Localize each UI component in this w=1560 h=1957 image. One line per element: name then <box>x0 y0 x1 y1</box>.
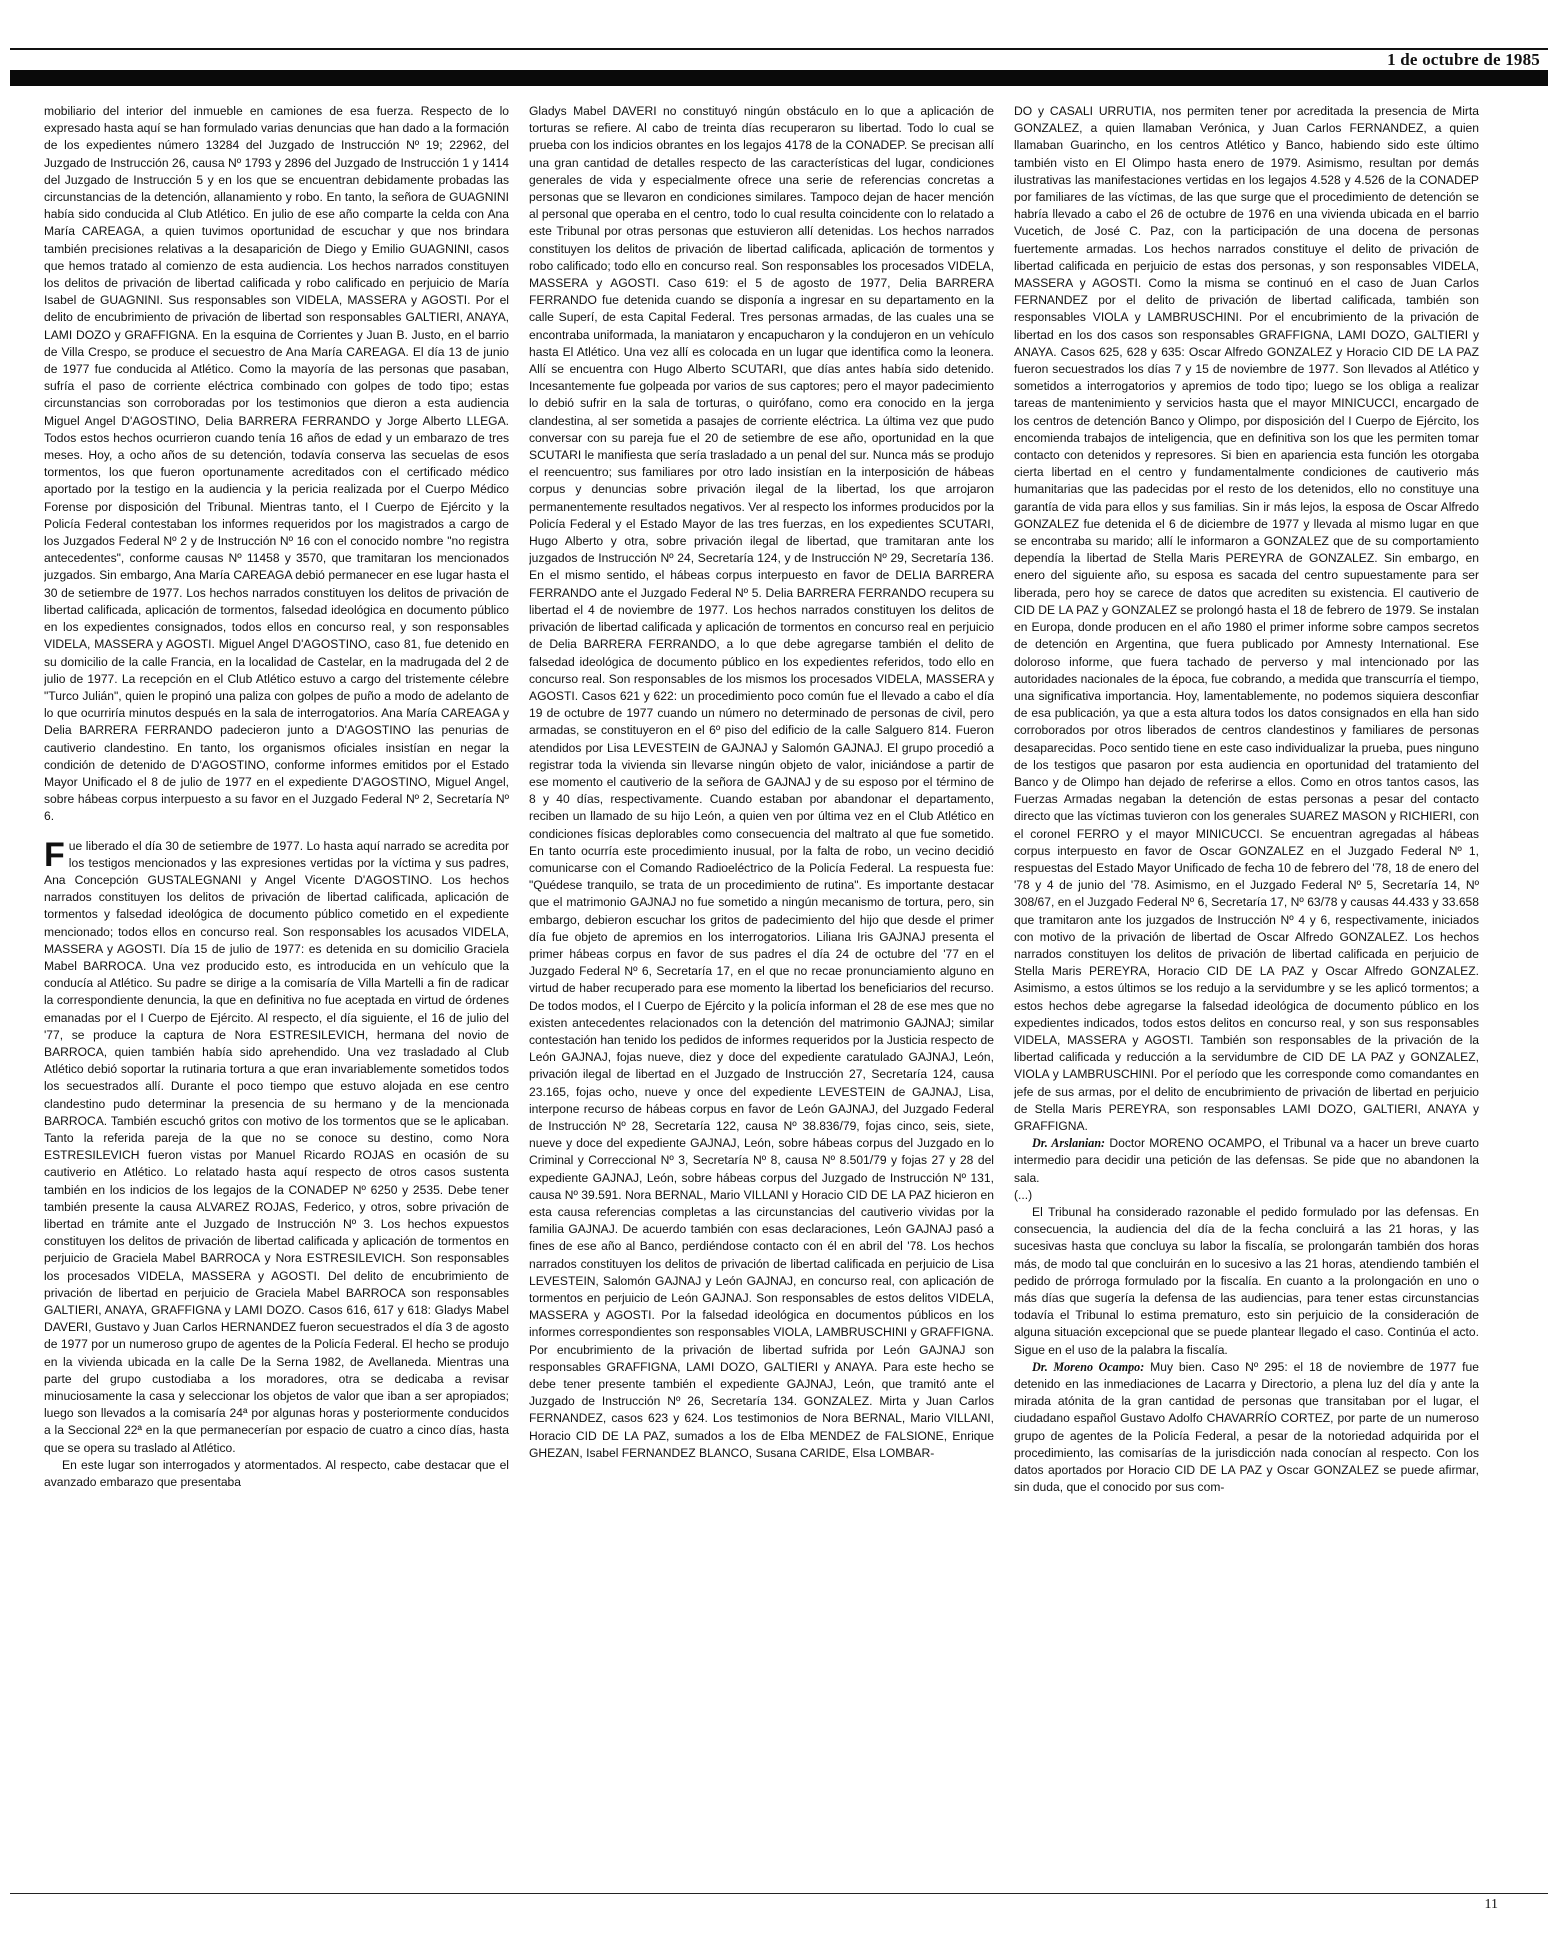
header-black-band <box>10 70 1548 86</box>
column-3-paragraph-4 <box>1014 1359 1479 1497</box>
column-2-paragraph-1: Gladys Mabel DAVERI no constituyó ningún obstáculo en lo que a aplicación de torturas se refiere. Al cabo de treinta días recuperaron su libertad. Todo lo cual se prueba con los indicios obrantes en los legajos 4178 de la CONADEP. Se precisan allí una gran cantidad de detalles respecto de las características del lugar, condiciones generales de vida y especialmente ofrece una serie de referencias concretas a personas que se llevaron en condiciones similares. Tampoco dejan de hacer mención al personal que operaba en el centro, todo lo cual resulta coincidente con lo relatado a este Tribunal por otras personas que estuvieron allí detenidas. Los hechos narrados constituyen los delitos de privación de libertad calificada, aplicación de tormentos y robo calificado; todo ello en concurso real. Son responsables los procesados VIDELA, MASSERA y AGOSTI. Caso 619: el 5 de agosto de 1977, Delia BARRERA FERRANDO fue detenida cuando se disponía a ingresar en su departamento en la calle Superí, de esta Capital Federal. Tres personas armadas, de las cuales una se encontraba uniformada, la maniataron y encapucharon y la condujeron en un vehículo hasta El Atlético. Una vez allí es colocada en un lugar que identifica como la leonera. Allí se encuentra con Hugo Alberto SCUTARI, que días antes había sido detenido. Incesantemente fue golpeada por varios de sus captores; pero el mayor padecimiento lo debió sufrir en la sala de torturas, o quirófano, como era conocido en la jerga clandestina, al ser sometida a pasajes de corriente eléctrica. La última vez que pudo conversar con su pareja fue el 20 de setiembre de ese año, oportunidad en la que SCUTARI le manifiesta que sería trasladado a un penal del sur. Nunca más se produjo el reencuentro; sus familiares por otro lado insistían en la interposición de hábeas corpus y denuncias sobre privación ilegal de la libertad, los que arrojaron permanentemente resultados negativos. Ver al respecto los informes producidos por la Policía Federal y el Estado Mayor de las tres fuerzas, en los expedientes SCUTARI, Hugo Alberto y otra, sobre privación ilegal de libertad, que tramitaran ante los juzgados de Instrucción Nº 24, Secretaría 124, y de Instrucción Nº 29, Secretaría 136. En el mismo sentido, el hábeas corpus interpuesto en favor de DELIA BARRERA FERRANDO ante el Juzgado Federal Nº 5. Delia BARRERA FERRANDO recupera su libertad el 4 de noviembre de 1977. Los hechos narrados constituyen los delitos de privación de libertad calificada y aplicación de tormentos en concurso real en perjuicio de Delia BARRERA FERRANDO, a lo que debe agregarse también el delito de falsedad ideológica de documento público en los expedientes referidos, todo ello en concurso real. Son responsables de los mismos los procesados VIDELA, MASSERA y AGOSTI. Casos 621 y 622: un procedimiento poco común fue el llevado a cabo el día 19 de octubre de 1977 cuando un número no determinado de personas de civil, pero armadas, se constituyeron en el 6º piso del edificio de la calle Salguero 814. Fueron atendidos por Lisa LEVESTEIN de GAJNAJ y Salomón GAJNAJ. El grupo procedió a registrar toda la vivienda sin llevarse ningún objeto de valor, iniciándose a partir de ese momento el cautiverio de la señora de GAJNAJ y de su esposo por el término de 8 y 40 días, respectivamente. Cuando estaban por abandonar el departamento, reciben un llamado de su hijo León, a quien ven por última vez en el Club Atlético en condiciones físicas deplorables como consecuencia del maltrato al que fue sometido. En tanto ocurría este procedimiento inusual, por la falta de robo, un vecino decidió comunicarse con el Comando Radioeléctrico de la Policía Federal. La respuesta fue: "Quédese tranquilo, se trata de un procedimiento de rutina". Es importante destacar que el matrimonio GAJNAJ no fue sometido a ningún mecanismo de tortura, pero, sin embargo, debieron escuchar los gritos de padecimiento del hijo que desde el primer día fue objeto de apremios en los interrogatorios. Liliana Iris GAJNAJ presenta el primer hábeas corpus en favor de sus padres el día 24 de octubre del '77 en el Juzgado Federal Nº 6, Secretaría 17, en el que no recae pronunciamiento alguno en virtud de haber recuperado para ese momento la libertad los beneficiarios del recurso. De todos modos, el I Cuerpo de Ejército y la policía informan el 28 de ese mes que no existen antecedentes relacionados con la detención del matrimonio GAJNAJ; similar contestación han tenido los pedidos de informes requeridos por la Justicia respecto de León GAJNAJ, fojas nueve, diez y doce del expediente caratulado GAJNAJ, León, privación ilegal de libertad en el Juzgado de Instrucción 27, Secretaría 124, causa 23.165, fojas ocho, nueve y once del expediente LEVESTEIN de GAJNAJ, Lisa, interpone recurso de hábeas corpus en favor de León GAJNAJ, del Juzgado Federal de Instrucción Nº 28, Secretaría 122, causa Nº 38.836/79, fojas cinco, seis, siete, nueve y doce del expediente GAJNAJ, León, sobre hábeas corpus del Juzgado en lo Criminal y Correccional Nº 3, Secretaría Nº 8, causa Nº 8.501/79 y fojas 27 y 28 del expediente GAJNAJ, León, sobre hábeas corpus del Juzgado de Instrucción Nº 131, causa Nº 39.591. Nora BERNAL, Mario VILLANI y Horacio CID DE LA PAZ hicieron en esta causa referencias completas a las circunstancias del cautiverio vividas por la familia GAJNAJ. De acuerdo también con esas declaraciones, León GAJNAJ pasó a fines de ese año al Banco, perdiéndose contacto con él en abril del '78. Los hechos narrados constituyen los delitos de privación de libertad calificada en perjuicio de Lisa LEVESTEIN, Salomón GAJNAJ y León GAJNAJ, en concurso real, con aplicación de tormentos en perjuicio de León GAJNAJ. Son responsables de estos delitos VIDELA, MASSERA y AGOSTI. Por la falsedad ideológica en documentos públicos en los informes correspondientes son responsables VIOLA, LAMBRUSCHINI y GRAFFIGNA. Por encubrimiento de la privación de libertad sufrida por León GAJNAJ son responsables GRAFFIGNA, LAMI DOZO, GALTIERI y ANAYA. Para este hecho se debe tener presente también el expediente GAJNAJ, León, que tramitó ante el Juzgado de Instrucción Nº 26, Secretaría 134. GONZALEZ. Mirta y Juan Carlos FERNANDEZ, casos 623 y 624. Los testimonios de Nora BERNAL, Mario VILLANI, Horacio CID DE LA PAZ, sumados a los de Elba MENDEZ de FALSIONE, Enrique GHEZAN, Isabel FERNANDEZ BLANCO, Susana CARIDE, Elsa LOMBAR- <box>529 104 994 1460</box>
column-2 <box>529 103 994 1883</box>
ellipsis-line: (...) <box>1014 1187 1033 1202</box>
drop-cap: F <box>44 835 65 874</box>
column-1-paragraph-2-text: ue liberado el día 30 de setiembre de 1977. Lo hasta aquí narrado se acredita por los testigos mencionados y las expresiones vertidas por la víctima y sus padres, Ana Concepción GUSTALEGNANI y Angel Vicente D'AGOSTINO. Los hechos narrados constituyen los delitos de privación de libertad calificada, aplicación de tormentos y falsedad ideológica de documento público cometido en el expediente mencionado; todos ellos en concurso real. Son responsables los acusados VIDELA, MASSERA y AGOSTI. Día 15 de julio de 1977: es detenida en su domicilio Graciela Mabel BARROCA. Una vez producido esto, es introducida en un vehículo que la conducía al Atlético. Su padre se dirige a la comisaría de Villa Martelli a fin de radicar la correspondiente denuncia, la que en definitiva no fue aceptada en virtud de órdenes emanadas por el I Cuerpo de Ejército. Al respecto, el día siguiente, el 16 de julio del '77, se produce la captura de Nora ESTRESILEVICH, hermana del novio de BARROCA, quien también había sido aprehendido. Una vez trasladado al Club Atlético debió soportar la rutinaria tortura a que eran invariablemente sometidos todos los secuestrados allí. Durante el poco tiempo que estuvo alojada en ese centro clandestino pudo determinar la presencia de su hermano y de la mencionada BARROCA. También escuchó gritos con motivo de los tormentos que se le aplicaban. Tanto la referida pareja de la que no se conoce su destino, como Nora ESTRESILEVICH fueron vistas por Manuel Ricardo ROJAS en ocasión de su cautiverio en Atlético. Lo relatado hasta aquí respecto de otros casos sustenta también en los indicios de los legajos de la CONADEP Nº 6250 y 2535. Debe tener también presente la causa ALVAREZ ROJAS, Federico, y otros, sobre privación de libertad en trámite ante el Juzgado de Instrucción Nº 3. Los hechos expuestos constituyen los delitos de privación de libertad calificada y aplicación de tormentos en perjuicio de Graciela Mabel BARROCA y Nora ESTRESILEVICH. Son responsables los procesados VIDELA, MASSERA y AGOSTI. Del delito de encubrimiento de privación de libertad en perjuicio de Graciela Mabel BARROCA son responsables GALTIERI, ANAYA, GRAFFIGNA y LAMI DOZO. Casos 616, 617 y 618: Gladys Mabel DAVERI, Gustavo y Juan Carlos HERNANDEZ fueron secuestrados el día 3 de agosto de 1977 por un numeroso grupo de agentes de la Policía Federal. El hecho se produjo en la vivienda ubicada en la calle De la Serna 1982, de Avellaneda. Mientras una parte del grupo custodiaba a los moradores, otra se dedicaba a revisar minuciosamente la casa y seleccionar los objetos de valor que iban a ser apropiados; luego son llevados a la comisaría 24ª por algunas horas y posteriormente conducidos a la Seccional 22ª en la que permanecerían por espacio de cuatro a cinco días, hasta que se opera su traslado al Atlético. <box>44 838 509 1455</box>
column-3-paragraph-2-text: Doctor MORENO OCAMPO, el Tribunal va a hacer un breve cuarto intermedio para decidir una petición de las defensas. Se pide que no abandonen la sala. <box>1014 1136 1479 1185</box>
column-1 <box>44 103 509 1883</box>
column-1-paragraph-1: mobiliario del interior del inmueble en camiones de esa fuerza. Respecto de lo expresado hasta aquí se han formulado varias denuncias que han dado a la formación de los expedientes número 13284 del Juzgado de Instrucción Nº 19; 22962, del Juzgado de Instrucción 26, causa Nº 1793 y 2896 del Juzgado de Instrucción 1 y 1414 del Juzgado de Instrucción 5 y en los que se encuentran debidamente probadas las circunstancias de la detención, allanamiento y robo. En tanto, la señora de GUAGNINI había sido conducida al Club Atlético. En julio de ese año comparte la celda con Ana María CAREAGA, a quien tuvimos oportunidad de escuchar y que nos brindara también precisiones relativas a la desaparición de Diego y Emilio GUAGNINI, casos que hemos tratado al comienzo de esta audiencia. Los hechos narrados constituyen los delitos de privación de libertad calificada y robo calificado en perjuicio de María Isabel de GUAGNINI. Sus responsables son VIDELA, MASSERA y AGOSTI. Por el delito de encubrimiento de privación de libertad son responsables GALTIERI, ANAYA, LAMI DOZO y GRAFFIGNA. En la esquina de Corrientes y Juan B. Justo, en el barrio de Villa Crespo, se produce el secuestro de Ana María CAREAGA. El día 13 de junio de 1977 fue conducida al Atlético. Como la mayoría de las personas que pasaban, sufría el paso de corriente eléctrica combinado con golpes de todo tipo; estas circunstancias son corroboradas por los testimonios que dieron a esta audiencia Miguel Angel D'AGOSTINO, Delia BARRERA FERRANDO y Jorge Alberto LLEGA. Todos estos hechos ocurrieron cuando tenía 16 años de edad y un embarazo de tres meses. Hoy, a ocho años de su detención, todavía conserva las secuelas de esos tormentos, los que fueron oportunamente acreditados con el certificado médico aportado por la testigo en la audiencia y la pericia realizada por el Cuerpo Médico Forense por disposición del Tribunal. Mientras tanto, el I Cuerpo de Ejército y la Policía Federal contestaban los informes requeridos por los magistrados a cargo de los Juzgados Federal Nº 2 y de Instrucción Nº 16 con el conocido nombre "no registra antecedentes", conforme causas Nº 11458 y 3570, que tramitaran los mencionados juzgados. Sin embargo, Ana María CAREAGA debió permanecer en ese lugar hasta el 30 de setiembre de 1977. Los hechos narrados constituyen los delitos de privación de libertad calificada, aplicación de tormentos, falsedad ideológica en documento público en los expedientes consignados, todos ellos en concurso real, y son responsables VIDELA, MASSERA y AGOSTI. Miguel Angel D'AGOSTINO, caso 81, fue detenido en su domicilio de la calle Francia, en la localidad de Castelar, en la madrugada del 2 de julio de 1977. La recepción en el Club Atlético estuvo a cargo del tristemente célebre "Turco Julián", quien le propinó una paliza con golpes de puño a modo de adelanto de lo que ocurriría minutos después en la sala de interrogatorios. Ana María CAREAGA y Delia BARRERA FERRANDO padecieron junto a D'AGOSTINO las penurias de cautiverio clandestino. En tanto, los organismos oficiales insistían en negar la condición de detenido de D'AGOSTINO, conforme informes emitidos por el Estado Mayor Unificado el 8 de julio de 1977 en el expediente D'AGOSTINO, Miguel Angel, sobre hábeas corpus interpuesto a su favor en el Juzgado Federal Nº 2, Secretaría Nº 6. <box>44 104 509 824</box>
top-rule <box>10 48 1548 50</box>
article-columns <box>44 103 1479 1883</box>
column-3-paragraph-4-text: Muy bien. Caso Nº 295: el 18 de noviembre de 1977 fue detenido en las inmediaciones de Lacarra y Directorio, a plena luz del día y ante la mirada atónita de la gran cantidad de personas que transitaban por el lugar, el ciudadano español Gustavo Adolfo CHAVARRÍO CORTEZ, por parte de un numeroso grupo de agentes de la Policía Federal, a pesar de la notoriedad adquirida por el procedimiento, las comisarías de la jurisdicción nada conocían al respecto. Con los datos aportados por Horacio CID DE LA PAZ y Oscar GONZALEZ se puede afirmar, sin duda, que el conocido por sus com- <box>1014 1359 1479 1495</box>
column-1-paragraph-2 <box>44 835 509 1457</box>
column-3 <box>1014 103 1479 1883</box>
column-1-paragraph-3: En este lugar son interrogados y atormentados. Al respecto, cabe destacar que el avanzado embarazo que presentaba <box>44 1457 509 1490</box>
column-3-paragraph-3: El Tribunal ha considerado razonable el pedido formulado por las defensas. En consecuencia, la audiencia del día de la fecha concluirá a las 21 horas, y las sucesivas hasta que concluya su labor la fiscalía, se prolongarán también dos horas más, de modo tal que concluirán en lo sucesivo a las 21 horas, atendiendo también el pedido de prórroga formulado por la fiscalía. En cuanto a la prolongación en uno o más días que sugería la defensa de las audiencias, para tener estas circunstancias todavía el Tribunal lo estima prematuro, esto sin perjuicio de la consideración de alguna situación excepcional que se puede plantear llegado el caso. Continúa el acto. Sigue en el uso de la palabra la fiscalía. <box>1014 1205 1479 1357</box>
issue-date: 1 de octubre de 1985 <box>1387 50 1540 69</box>
column-3-paragraph-1: DO y CASALI URRUTIA, nos permiten tener por acreditada la presencia de Mirta GONZALEZ, a quien llamaban Verónica, y Juan Carlos FERNANDEZ, a quien llamaban Guarincho, en los centros Atlético y Banco, habiendo sido este último también visto en El Olimpo hasta enero de 1979. Asimismo, resultan por demás ilustrativas las manifestaciones vertidas en los legajos 4.528 y 4.526 de la CONADEP por familiares de las víctimas, de las que surge que el procedimiento de detención se habría llevado a cabo el 26 de octubre de 1976 en una vivienda ubicada en el barrio Vucetich, de José C. Paz, con la participación de una docena de personas fuertemente armadas. Los hechos narrados constituye el delito de privación de libertad calificada en perjuicio de estas dos personas, y son responsables VIDELA, MASSERA y AGOSTI. Como la misma se continuó en el caso de Juan Carlos FERNANDEZ por el delito de privación de libertad calificada, también son responsables VIOLA y LAMBRUSCHINI. Por el encubrimiento de la privación de libertad en los dos casos son responsables GRAFFIGNA, LAMI DOZO, GALTIERI y ANAYA. Casos 625, 628 y 635: Oscar Alfredo GONZALEZ y Horacio CID DE LA PAZ fueron secuestrados los días 7 y 15 de noviembre de 1977. Son llevados al Atlético y sometidos a interrogatorios y apremios de todo tipo; luego se los obliga a realizar tareas de mantenimiento y servicios hasta que el mayor MINICUCCI, encargado de los centros de detención Banco y Olimpo, por disposición del I Cuerpo de Ejército, los encomienda trabajos de inteligencia, que en definitiva son los que les permiten tomar contacto con detenidos y represores. Si bien en apariencia esta función les otorgaba cierta libertad en el centro y fundamentalmente condiciones de cautiverio más humanitarias que las padecidas por el resto de los detenidos, ello no constituye una garantía de vida para ellos y sus familias. Sin ir más lejos, la esposa de Oscar Alfredo GONZALEZ fue detenida el 6 de diciembre de 1977 y llevada al mismo lugar en que se encontraba su marido; allí le informaron a GONZALEZ que de su comportamiento dependía la libertad de Stella Maris PEREYRA de GONZALEZ. Sin embargo, en enero del siguiente año, su esposa es sacada del centro supuestamente para ser liberada, pero hoy se carece de datos que acrediten su existencia. El cautiverio de CID DE LA PAZ y GONZALEZ se prolongó hasta el 18 de febrero de 1979. Se instalan en Europa, donde producen en el año 1980 el primer informe sobre campos secretos de detención en Argentina, que fuera publicado por Amnesty International. Ese doloroso informe, que fuera tachado de perverso y mal intencionado por las autoridades nacionales de la época, fue cobrando, a medida que transcurría el tiempo, una significativa importancia. Hoy, lamentablemente, no podemos siquiera desconfiar de esa publicación, ya que a esta altura todos los datos consignados en ella han sido corroborados por otros liberados de centros clandestinos y familiares de personas desaparecidas. Poco sentido tiene en este caso individualizar la prueba, pues ninguno de los testigos que pasaron por esta audiencia en oportunidad del tratamiento del Banco y de Olimpo han dejado de referirse a ellos. Como en otros tantos casos, las Fuerzas Armadas negaban la detención de estas personas a pesar del contacto directo que las víctimas tuvieron con los generales SUAREZ MASON y RICHIERI, con el coronel FERRO y el mayor MINICUCCI. Se encuentran agregadas al hábeas corpus interpuesto en favor de Oscar GONZALEZ en el Juzgado Federal Nº 1, respuestas del Estado Mayor Unificado de fecha 10 de febrero del '78, 18 de enero del '78 y 4 de junio del '78. Asimismo, en el Juzgado Federal Nº 5, Secretaría 14, Nº 308/67, en el Juzgado Federal Nº 6, Secretaría 17, Nº 63/78 y causas 44.433 y 33.658 que tramitaron ante los juzgados de Instrucción Nº 4 y 6, respectivamente, iniciados con motivo de la privación de libertad de Oscar Alfredo GONZALEZ. Los hechos narrados constituyen los delitos de privación de libertad calificada en perjuicio de Stella Maris PEREYRA, Horacio CID DE LA PAZ y Oscar Alfredo GONZALEZ. Asimismo, a estos últimos se los redujo a la servidumbre y se les aplicó tormentos; a estos hechos debe agregarse la falsedad ideológica de documento público en los expedientes indicados, todos estos delitos en concurso real, y son sus responsables VIDELA, MASSERA y AGOSTI. También son responsables de la privación de la libertad calificada y reducción a la servidumbre de CID DE LA PAZ y GONZALEZ, VIOLA y LAMBRUSCHINI. Por el período que les corresponde como comandantes en jefe de sus armas, por el delito de encubrimiento de privación de libertad en perjuicio de Stella Maris PEREYRA, son responsables LAMI DOZO, GALTIERI, ANAYA y GRAFFIGNA. <box>1014 104 1479 1133</box>
page-number: 11 <box>1484 1897 1498 1912</box>
speaker-label-moreno-ocampo: Dr. Moreno Ocampo: <box>1032 1359 1145 1374</box>
column-3-paragraph-2 <box>1014 1135 1479 1187</box>
speaker-label-arslanian: Dr. Arslanian: <box>1032 1136 1106 1151</box>
bottom-rule <box>10 1893 1548 1894</box>
